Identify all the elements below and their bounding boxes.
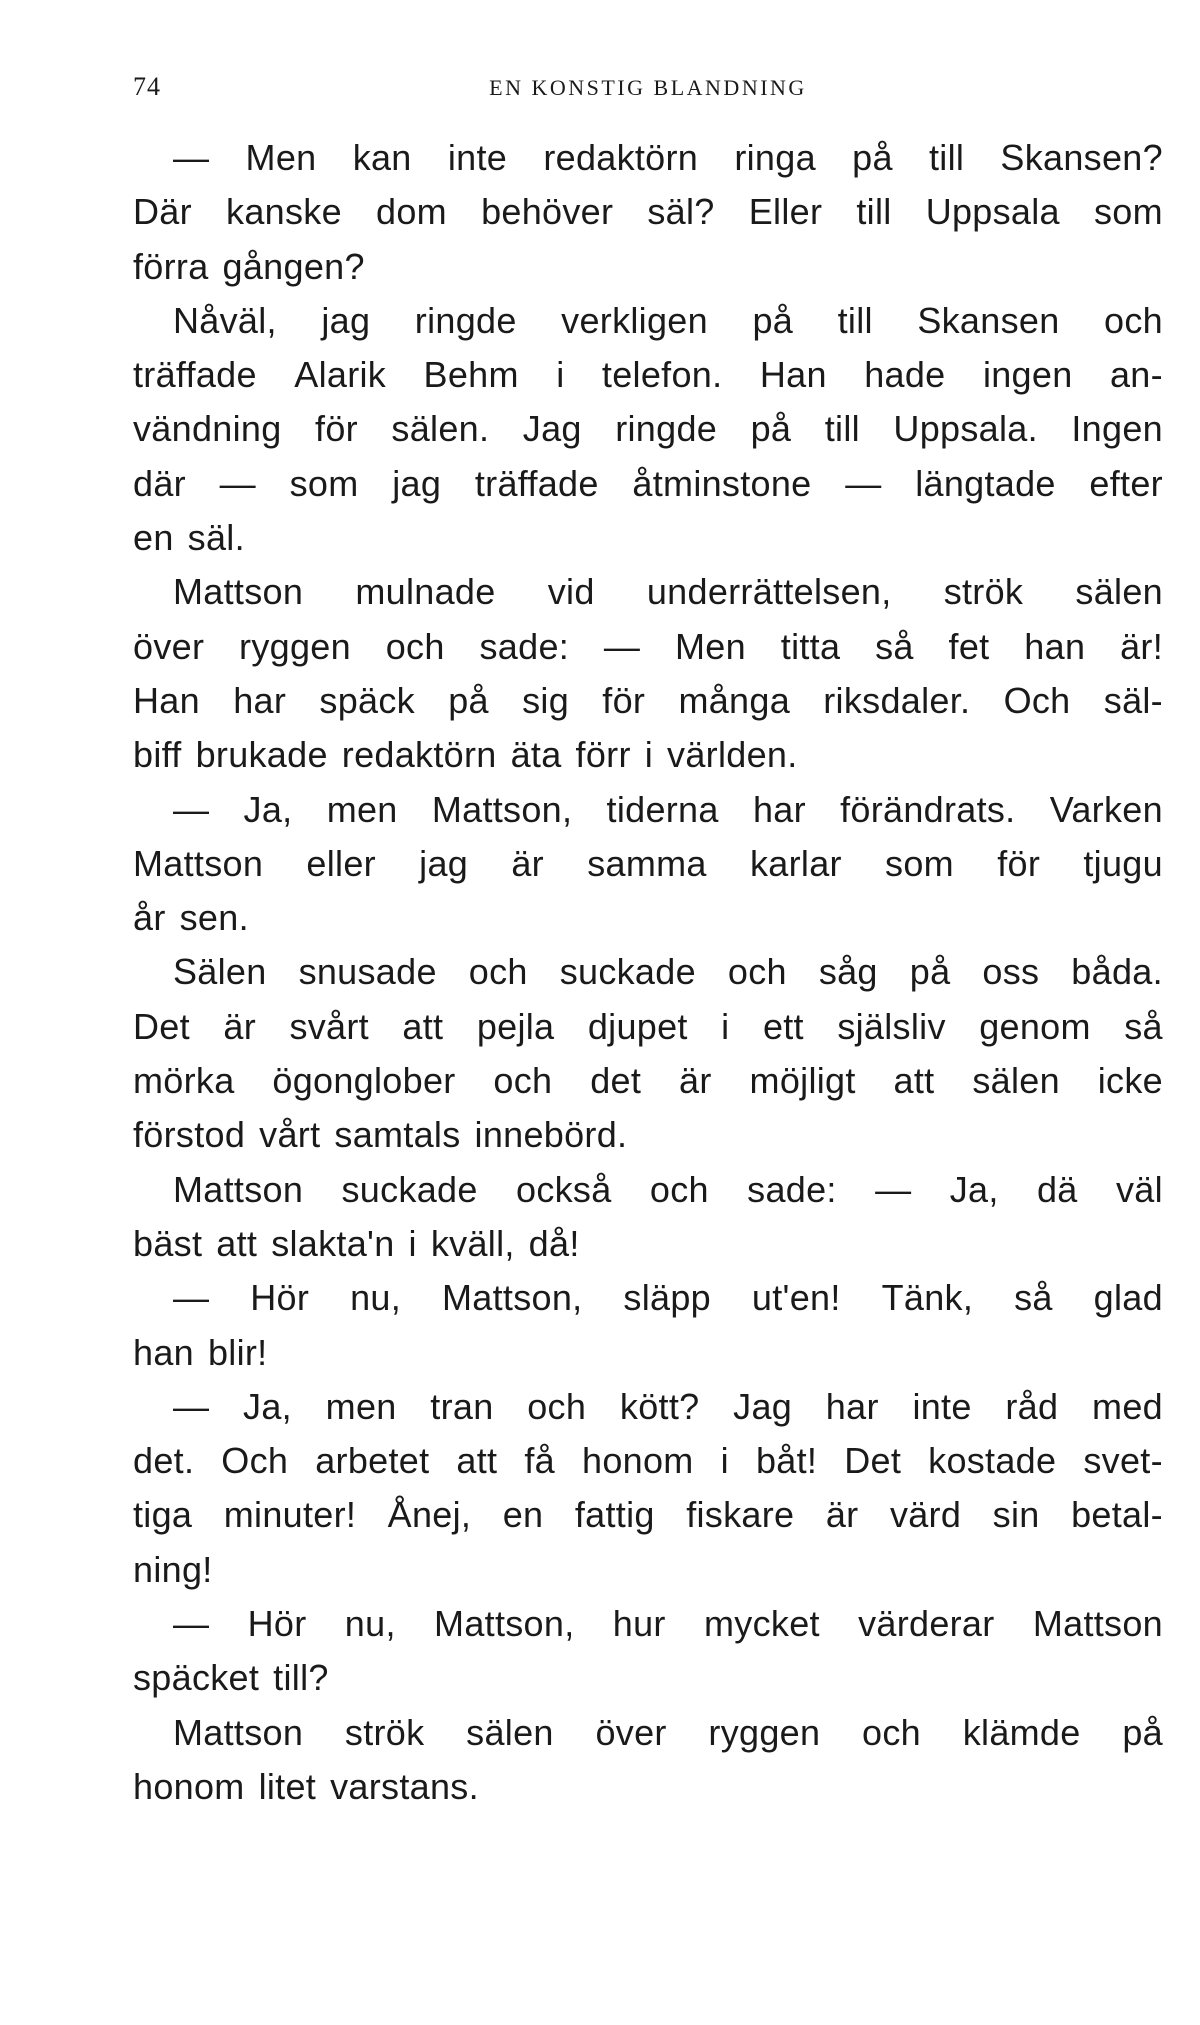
body-text [133, 131, 1163, 1814]
text-line: — Ja, men Mattson, tiderna har förändrats. Varken [173, 788, 1163, 830]
text-line: förra gången? [133, 245, 365, 287]
text-line: Mattson mulnade vid underrättelsen, strök sälen [173, 571, 1163, 613]
text-line: biff brukade redaktörn äta förr i världen. [133, 734, 798, 776]
text-line: det. Och arbetet att få honom i båt! Det kostade svet- [133, 1440, 1163, 1482]
text-line: Där kanske dom behöver säl? Eller till Uppsala som [133, 191, 1163, 233]
text-line: han blir! [133, 1331, 268, 1373]
text-line: Sälen snusade och suckade och såg på oss båda. [173, 951, 1163, 993]
page-number: 74 [133, 72, 161, 101]
running-head [133, 72, 1163, 112]
text-line: Mattson suckade också och sade: — Ja, dä väl [173, 1168, 1163, 1210]
text-line: över ryggen och sade: — Men titta så fet han är! [133, 625, 1163, 667]
text-line: en säl. [133, 517, 245, 559]
text-line: späcket till? [133, 1657, 329, 1699]
text-line: bäst att slakta'n i kväll, då! [133, 1222, 580, 1264]
text-line: ning! [133, 1548, 213, 1590]
text-line: Mattson eller jag är samma karlar som för tjugu [133, 842, 1163, 884]
text-line: — Men kan inte redaktörn ringa på till Skansen? [173, 137, 1163, 178]
text-line: — Ja, men tran och kött? Jag har inte råd med [173, 1385, 1163, 1427]
text-line: tiga minuter! Ånej, en fattig fiskare är värd sin betal- [133, 1494, 1163, 1536]
running-title: EN KONSTIG BLANDNING [489, 75, 807, 100]
text-line: träffade Alarik Behm i telefon. Han hade ingen an- [133, 354, 1163, 396]
text-line: — Hör nu, Mattson, hur mycket värderar Mattson [173, 1603, 1163, 1645]
text-line: förstod vårt samtals innebörd. [133, 1114, 628, 1156]
text-line: Han har späck på sig för många riksdaler. Och säl- [133, 679, 1163, 721]
text-line: Mattson strök sälen över ryggen och klämde på [173, 1711, 1163, 1753]
text-line: där — som jag träffade åtminstone — längtade efter [133, 462, 1163, 504]
text-line: honom litet varstans. [133, 1765, 479, 1807]
text-line: Det är svårt att pejla djupet i ett själsliv genom så [133, 1005, 1163, 1047]
text-line: år sen. [133, 897, 249, 939]
text-line: Nåväl, jag ringde verkligen på till Skansen och [173, 299, 1163, 341]
text-line: mörka ögonglober och det är möjligt att sälen icke [133, 1060, 1163, 1102]
text-line: — Hör nu, Mattson, släpp ut'en! Tänk, så glad [173, 1277, 1163, 1319]
text-line: vändning för sälen. Jag ringde på till Uppsala. Ingen [133, 408, 1163, 450]
